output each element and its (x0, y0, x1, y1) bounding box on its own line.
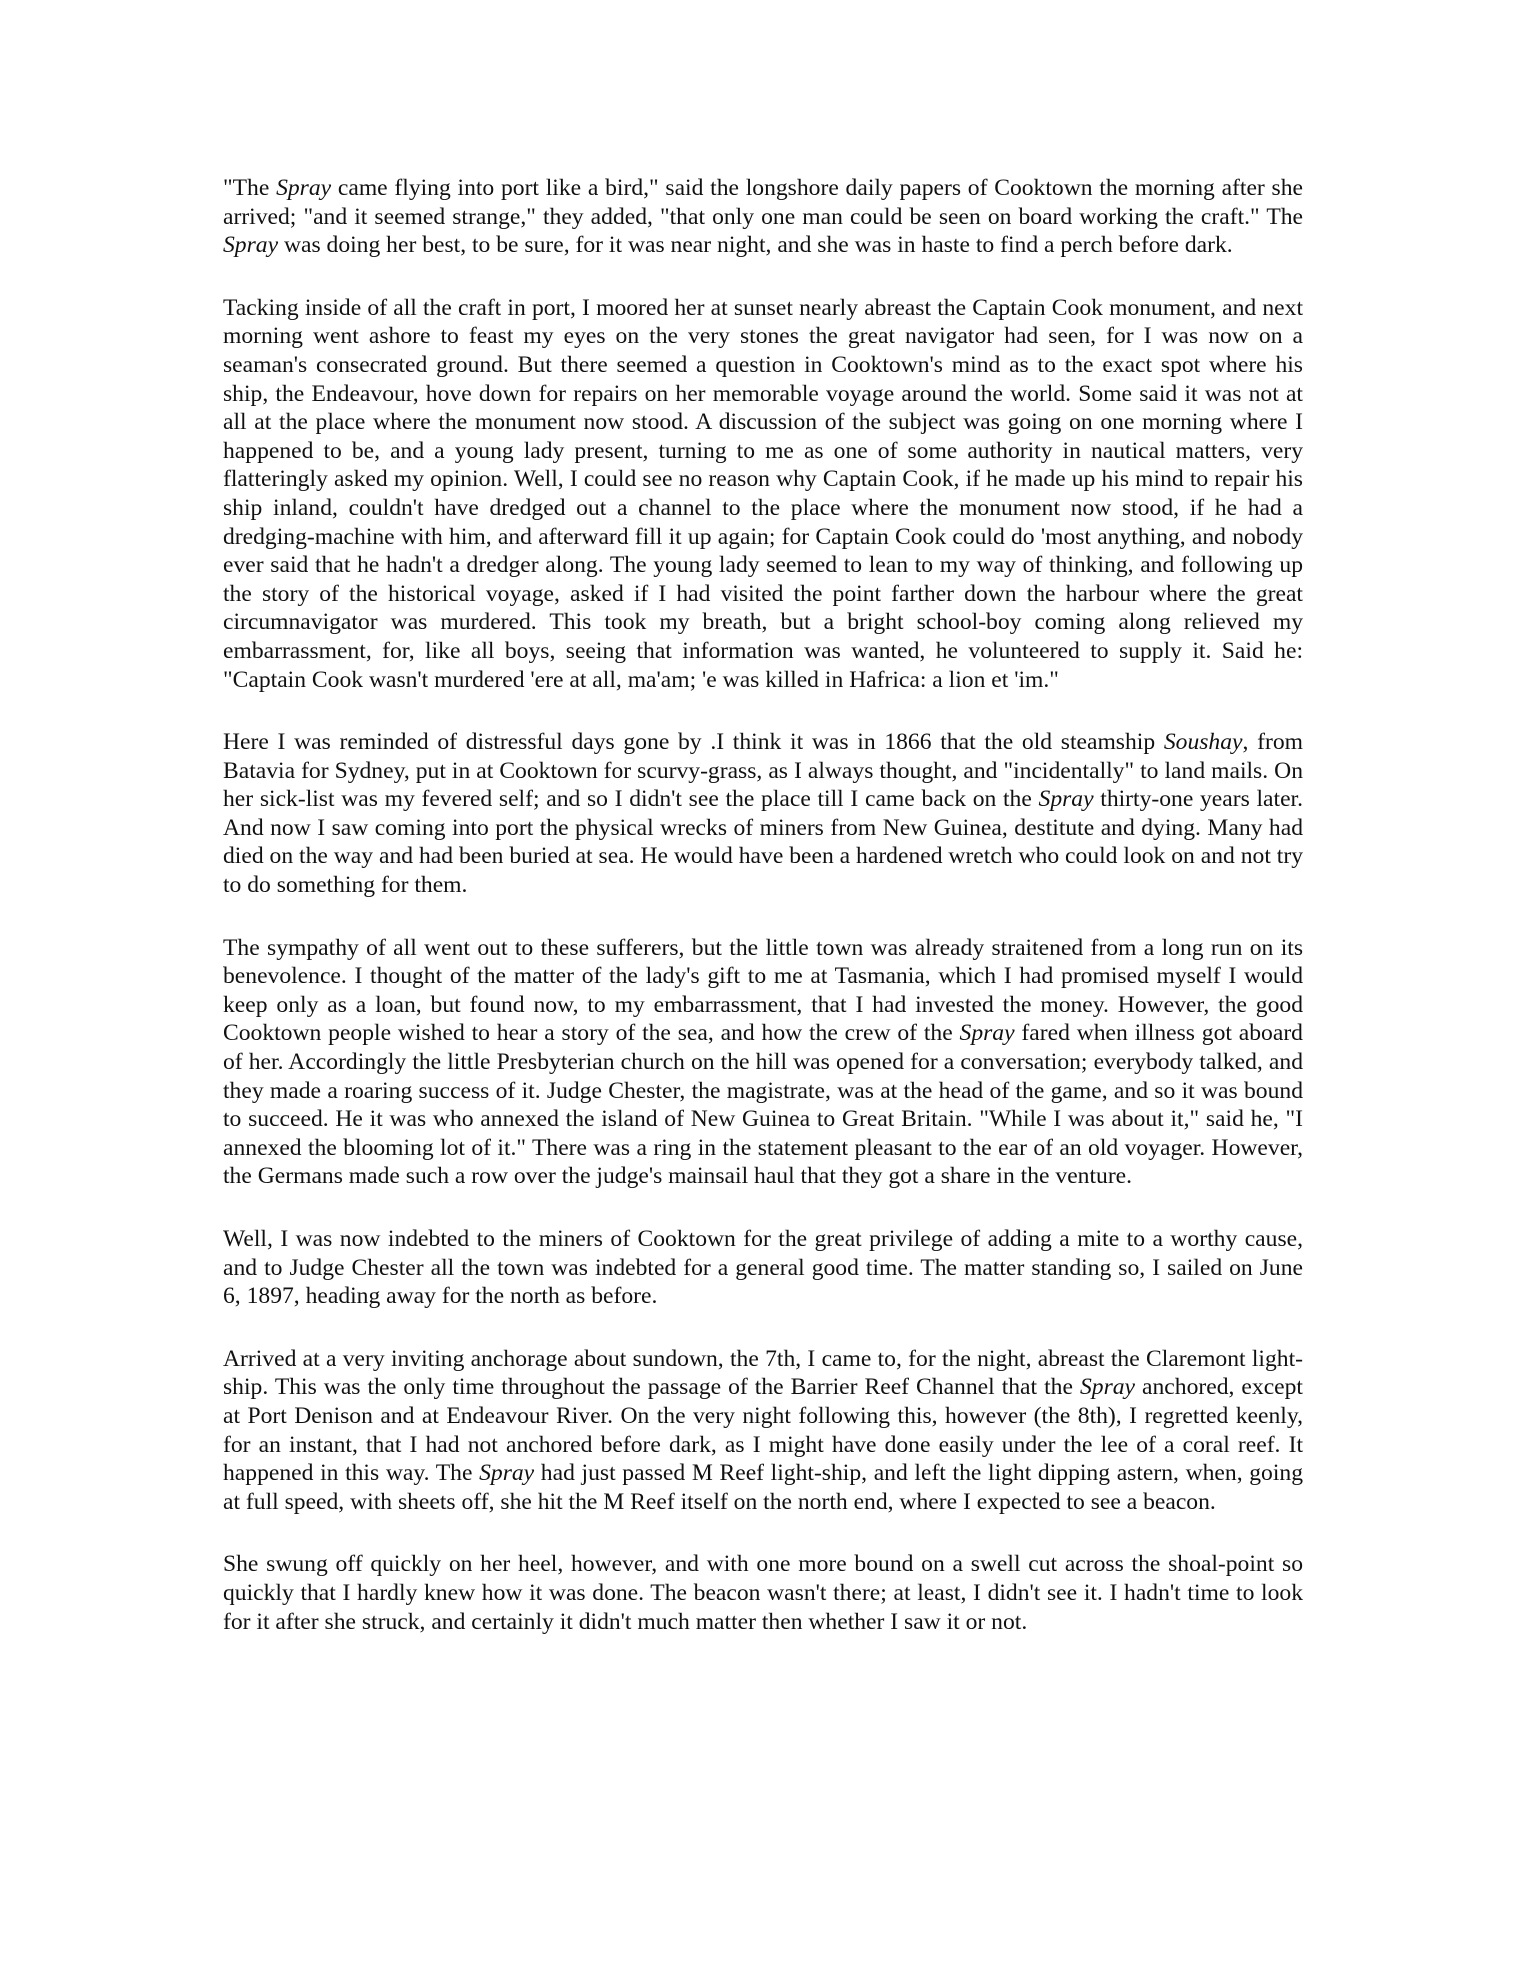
paragraph: "The Spray came flying into port like a bird," said the longshore daily papers of Cooktown the morning after she arrived; "and it seemed strange," they added, "that only one man could be seen on board working the craft." The Spray was doing her best, to be sure, for it was near night, and she was in haste to find a perch before dark. (223, 175, 1303, 259)
ship-name: Spray (223, 232, 279, 259)
ship-name: Spray (959, 1020, 1015, 1047)
paragraph: Tacking inside of all the craft in port, I moored her at sunset nearly abreast the Captain Cook monument, and next morning went ashore to feast my eyes on the very stones the great navigator had seen, for I was now on a seaman's consecrated ground. But there seemed a question in Cooktown's mind as to the exact spot where his ship, the Endeavour, hove down for repairs on her memorable voyage around the world. Some said it was not at all at the place where the monument now stood. A discussion of the subject was going on one morning where I happened to be, and a young lady present, turning to me as one of some authority in nautical matters, very flatteringly asked my opinion. Well, I could see no reason why Captain Cook, if he made up his mind to repair his ship inland, couldn't have dredged out a channel to the place where the monument now stood, if he had a dredging-machine with him, and afterward fill it up again; for Captain Cook could do 'most anything, and nobody ever said that he hadn't a dredger along. The young lady seemed to lean to my way of thinking, and following up the story of the historical voyage, asked if I had visited the point farther down the harbour where the great circumnavigator was murdered. This took my breath, but a bright school-boy coming along relieved my embarrassment, for, like all boys, seeing that information was wanted, he volunteered to supply it. Said he: "Captain Cook wasn't murdered 'ere at all, ma'am; 'e was killed in Hafrica: a lion et 'im." (223, 294, 1303, 693)
ship-name: Spray (276, 175, 332, 201)
paragraph: Arrived at a very inviting anchorage about sundown, the 7th, I came to, for the night, abreast the Claremont light-ship. This was the only time throughout the passage of the Barrier Reef Channel that the Spray anchored, except at Port Denison and at Endeavour River. On the very night following this, however (the 8th), I regretted keenly, for an instant, that I had not anchored before dark, as I might have done easily under the lee of a coral reef. It happened in this way. The Spray had just passed M Reef light-ship, and left the light dipping astern, when, going at full speed, with sheets off, she hit the M Reef itself on the north end, where I expected to see a beacon. (223, 1345, 1303, 1515)
ship-name: Soushay (1163, 729, 1243, 756)
paragraph: Here I was reminded of distressful days gone by .I think it was in 1866 that the old steamship Soushay, from Batavia for Sydney, put in at Cooktown for scurvy-grass, as I always thought, and "incidentally" to land mails. On her sick-list was my fevered self; and so I didn't see the place till I came back on the Spray thirty-one years later. And now I saw coming into port the physical wrecks of miners from New Guinea, destitute and dying. Many had died on the way and had been buried at sea. He would have been a hardened wretch who could look on and not try to do something for them. (223, 729, 1303, 899)
document-page (223, 174, 1303, 1636)
ship-name: Spray (1079, 1374, 1136, 1401)
paragraph: The sympathy of all went out to these sufferers, but the little town was already straitened from a long run on its benevolence. I thought of the matter of the lady's gift to me at Tasmania, which I had promised myself I would keep only as a loan, but found now, to my embarrassment, that I had invested the money. However, the good Cooktown people wished to hear a story of the sea, and how the crew of the Spray fared when illness got aboard of her. Accordingly the little Presbyterian church on the hill was opened for a conversation; everybody talked, and they made a roaring success of it. Judge Chester, the magistrate, was at the head of the game, and so it was bound to succeed. He it was who annexed the island of New Guinea to Great Britain. "While I was about it," said he, "I annexed the blooming lot of it." There was a ring in the statement pleasant to the ear of an old voyager. However, the Germans made such a row over the judge's mainsail haul that they got a share in the venture. (223, 934, 1303, 1190)
ship-name: Spray (479, 1460, 535, 1487)
ship-name: Spray (1038, 786, 1094, 813)
paragraph: She swung off quickly on her heel, however, and with one more bound on a swell cut across the shoal-point so quickly that I hardly knew how it was done. The beacon wasn't there; at least, I didn't see it. I hadn't time to look for it after she struck, and certainly it didn't much matter then whether I saw it or not. (223, 1551, 1303, 1635)
paragraph: Well, I was now indebted to the miners of Cooktown for the great privilege of adding a mite to a worthy cause, and to Judge Chester all the town was indebted for a general good time. The matter standing so, I sailed on June 6, 1897, heading away for the north as before. (223, 1226, 1303, 1310)
